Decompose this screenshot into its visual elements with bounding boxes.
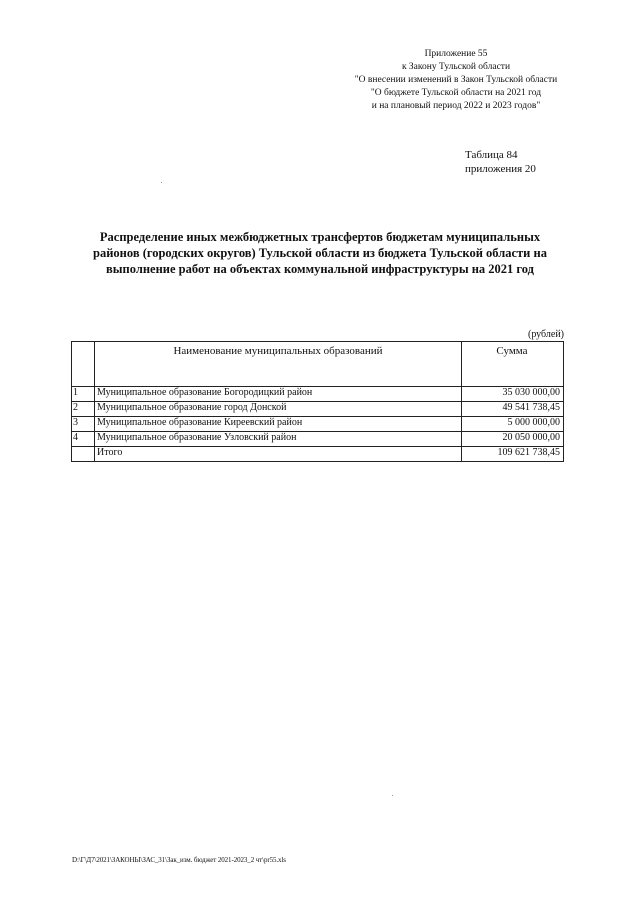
table-row	[72, 417, 564, 432]
title-line: районов (городских округов) Тульской области из бюджета Тульской области на	[93, 246, 547, 260]
table-row	[72, 402, 564, 417]
total-number	[72, 447, 95, 462]
table-header-row	[72, 342, 564, 387]
header-sum: Сумма	[462, 342, 564, 387]
total-sum: 109 621 738,45	[462, 447, 564, 462]
scan-speck	[392, 795, 393, 796]
header-name: Наименование муниципальных образований	[95, 342, 462, 387]
appendix-reference	[330, 48, 582, 113]
appendix-line: Приложение 55	[424, 49, 488, 59]
appendix-line: и на плановый период 2022 и 2023 годов"	[371, 101, 541, 111]
row-name: Муниципальное образование Узловский район	[95, 432, 462, 447]
document-title	[70, 229, 570, 277]
row-name: Муниципальное образование Богородицкий район	[95, 387, 462, 402]
file-path-footer: D:\Г\Д7\2021\ЗАКОНЫ\ЗАС_31\Зак_изм. бюджет 2021-2023_2 чт\pr55.xls	[72, 856, 286, 864]
table-row	[72, 432, 564, 447]
appendix-line: "О бюджете Тульской области на 2021 год	[370, 88, 542, 98]
appendix-line: "О внесении изменений в Закон Тульской области	[354, 75, 558, 85]
row-number: 4	[72, 432, 95, 447]
table-ref-line: приложения 20	[465, 163, 536, 175]
title-line: выполнение работ на объектах коммунальной инфраструктуры на 2021 год	[106, 262, 534, 276]
total-label: Итого	[95, 447, 462, 462]
table-row	[72, 387, 564, 402]
row-sum: 20 050 000,00	[462, 432, 564, 447]
units-label: (рублей)	[527, 329, 564, 340]
row-sum: 49 541 738,45	[462, 402, 564, 417]
row-number: 2	[72, 402, 95, 417]
row-name: Муниципальное образование город Донской	[95, 402, 462, 417]
header-number	[72, 342, 95, 387]
row-sum: 35 030 000,00	[462, 387, 564, 402]
transfers-table	[71, 341, 564, 462]
appendix-line: к Закону Тульской области	[401, 62, 511, 72]
table-ref-line: Таблица 84	[465, 149, 518, 161]
row-name: Муниципальное образование Киреевский район	[95, 417, 462, 432]
table-reference	[465, 148, 536, 176]
title-line: Распределение иных межбюджетных трансфертов бюджетам муниципальных	[99, 230, 541, 244]
row-number: 3	[72, 417, 95, 432]
row-sum: 5 000 000,00	[462, 417, 564, 432]
total-row	[72, 447, 564, 462]
row-number: 1	[72, 387, 95, 402]
scan-speck	[161, 182, 162, 183]
